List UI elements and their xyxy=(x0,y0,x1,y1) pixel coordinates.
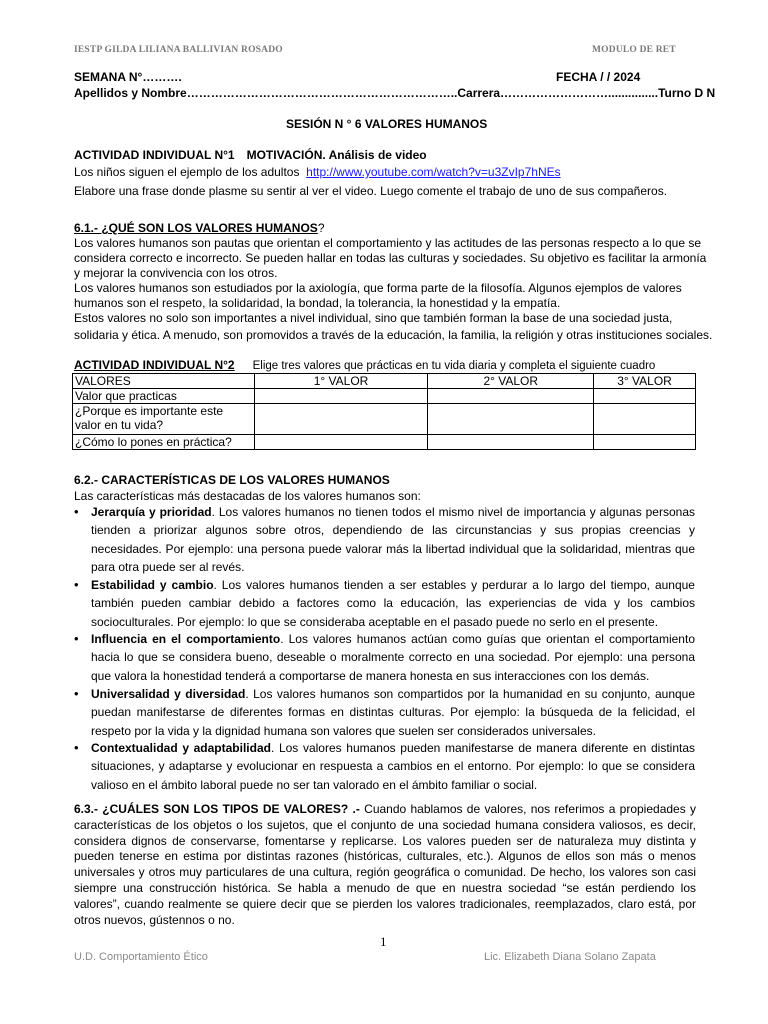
bullet-icon: • xyxy=(74,504,79,519)
table-cell[interactable] xyxy=(594,389,696,404)
table-header: VALORES xyxy=(73,374,255,389)
characteristic-text: . Los valores humanos son compartidos por la humanidad en su conjunto, aunque puedan manifestarse de diferentes formas en distintas culturas. Por ejemplo: la búsqueda de la felicidad, el respeto por la vida y la dignidad humana son valores que suelen ser considerados universales. xyxy=(91,687,696,738)
characteristic-text: . Los valores humanos actúan como guías que orientan el comportamiento hacia lo que se considera bueno, deseable o moralmente correcto en una sociedad. Por ejemplo: una persona que valora la honestidad tenderá a comportarse de manera honesta en sus interacciones con los demás. xyxy=(91,632,695,683)
table-row-label: ¿Porque es importante este valor en tu vida? xyxy=(73,404,255,435)
table-row-label: Valor que practicas xyxy=(73,389,255,404)
table-header: 1° VALOR xyxy=(254,374,428,389)
table-cell[interactable] xyxy=(594,404,696,435)
characteristic-item xyxy=(91,685,695,740)
values-table xyxy=(72,373,696,450)
characteristic-text: . Los valores humanos no tienen todos el mismo nivel de importancia y algunas personas tienden a priorizar algunos sobre otros, dependiendo de las circunstancias y sus propias creencias y necesidades. Por ejemplo: una persona puede valorar más la libertad individual que la solidaridad, mientras que para otra puede ser al revés. xyxy=(91,505,696,574)
characteristic-term: Influencia en el comportamiento xyxy=(91,632,281,646)
footer-teacher: Lic. Elizabeth Diana Solano Zapata xyxy=(484,951,656,963)
section61-line: humanos son el respeto, la solidaridad, la bondad, la tolerancia, la honestidad y la empatía. xyxy=(74,296,561,310)
characteristic-item xyxy=(91,503,695,576)
section63-title: 6.3.- ¿CUÁLES SON LOS TIPOS DE VALORES? .- xyxy=(74,802,360,816)
activity2-heading xyxy=(74,358,655,374)
characteristic-term: Jerarquía y prioridad xyxy=(91,505,212,519)
page-number: 1 xyxy=(380,934,387,949)
date-field: FECHA / / 2024 xyxy=(556,70,641,84)
session-title: SESIÓN N ° 6 VALORES HUMANOS xyxy=(286,117,488,131)
school-name: IESTP GILDA LILIANA BALLIVIAN ROSADO xyxy=(74,45,283,55)
activity1-line2: Elabore una frase donde plasme su sentir al ver el video. Luego comente el trabajo de uno de sus compañeros. xyxy=(74,184,668,198)
table-row xyxy=(73,404,696,435)
characteristic-item xyxy=(91,630,695,685)
table-cell[interactable] xyxy=(428,435,594,450)
table-row-label: ¿Cómo lo pones en práctica? xyxy=(73,435,255,450)
footer-unit: U.D. Comportamiento Ético xyxy=(74,951,208,963)
section61-line: solidaria y ética. A menudo, son promovidos a través de la educación, la familia, la religión y otras instituciones sociales. xyxy=(74,328,713,342)
activity1-text: Los niños siguen el ejemplo de los adultos xyxy=(74,165,300,179)
characteristic-term: Contextualidad y adaptabilidad xyxy=(91,741,271,755)
names-field: Apellidos y Nombre………………………………………………………….. xyxy=(74,86,458,100)
section61-title xyxy=(74,221,325,236)
section61-line: y mejorar la convivencia con los otros. xyxy=(74,266,278,280)
activity2-instruction: Elige tres valores que prácticas en tu vida diaria y completa el siguiente cuadro xyxy=(252,360,656,372)
table-cell[interactable] xyxy=(428,404,594,435)
characteristic-text: . Los valores humanos tienden a ser estables y perdurar a lo largo del tiempo, aunque también pueden cambiar debido a factores como la educación, las experiencias de vida y los cambios socioculturales. Por ejemplo: lo que se consideraba aceptable en el pasado puede no serlo en el presente. xyxy=(91,578,695,629)
table-header-row xyxy=(73,374,696,389)
characteristic-item xyxy=(91,576,695,631)
bullet-icon: • xyxy=(74,631,79,646)
table-row xyxy=(73,435,696,450)
table-cell[interactable] xyxy=(254,389,428,404)
activity2-title: ACTIVIDAD INDIVIDUAL N°2 xyxy=(74,358,235,372)
characteristic-item xyxy=(91,739,695,794)
career-field: Carrera………………………............... xyxy=(457,86,659,100)
table-header: 3° VALOR xyxy=(594,374,696,389)
section63-paragraph xyxy=(74,802,696,928)
student-info-line xyxy=(74,86,715,101)
module-name: MODULO DE RET xyxy=(592,45,676,55)
characteristic-term: Universalidad y diversidad xyxy=(91,687,246,701)
bullet-icon: • xyxy=(74,740,79,755)
bullet-icon: • xyxy=(74,577,79,592)
section61-line: Los valores humanos son estudiados por la axiología, que forma parte de la filosofía. Algunos ejemplos de valores xyxy=(74,281,682,295)
week-field: SEMANA N°………. xyxy=(74,70,182,84)
activity1-subtitle: MOTIVACIÓN. Análisis de video xyxy=(246,148,427,162)
table-row xyxy=(73,389,696,404)
table-cell[interactable] xyxy=(254,404,428,435)
characteristic-term: Estabilidad y cambio xyxy=(91,578,214,592)
section62-title: 6.2.- CARACTERÍSTICAS DE LOS VALORES HUMANOS xyxy=(74,473,390,487)
section62-intro: Las características más destacadas de los valores humanos son: xyxy=(74,489,421,503)
video-link[interactable]: http://www.youtube.com/watch?v=u3ZvIp7hNEs xyxy=(306,165,561,179)
table-cell[interactable] xyxy=(594,435,696,450)
activity1-heading xyxy=(74,148,427,163)
section61-title-q: ? xyxy=(317,221,325,235)
table-cell[interactable] xyxy=(254,435,428,450)
characteristic-text: . Los valores humanos pueden manifestarse de manera diferente en distintas situaciones, y adaptarse y evolucionar en respuesta a cambios en el entorno. Por ejemplo: lo que se considera valioso en el ámbito laboral puede no ser tan valorado en el ámbito familiar o social. xyxy=(91,741,695,792)
activity1-line1 xyxy=(74,165,561,180)
bullet-icon: • xyxy=(74,686,79,701)
section61-line: considera correcto e incorrecto. Se pueden hallar en todas las culturas y sociedades. Su objetivo es facilitar la armonía xyxy=(74,251,707,265)
section61-line: Los valores humanos son pautas que orientan el comportamiento y las actitudes de las personas respecto a lo que se xyxy=(74,236,702,250)
table-cell[interactable] xyxy=(428,389,594,404)
activity1-title: ACTIVIDAD INDIVIDUAL N°1 xyxy=(74,148,235,162)
section63-text: Cuando hablamos de valores, nos referimos a propiedades y características de los objetos o los sujetos, que el conjunto de una sociedad humana considera valiosos, es decir, considera dignos de conservarse, fomentarse y replicarse. Los valores pueden ser de naturaleza muy distinta y pueden tenerse en estima por distintas razones (históricas, culturales, etc.). Algunos de ellos son más o menos universales y otros muy particulares de una cultura, región geográfica o comunidad. De hecho, los valores son casi siempre una construcción histórica. Se habla a menudo de que en nuestra sociedad “se están perdiendo los valores”, cuando realmente se quiere decir que se pierden los valores tradicionales, reemplazados, claro está, por otros nuevos, gústennos o no. xyxy=(74,802,697,927)
section61-line: Estos valores no solo son importantes a nivel individual, sino que también forman la base de una sociedad justa, xyxy=(74,311,673,325)
table-header: 2° VALOR xyxy=(428,374,594,389)
shift-field: Turno D N xyxy=(658,86,716,100)
section61-title-text: 6.1.- ¿QUÉ SON LOS VALORES HUMANOS xyxy=(74,221,318,235)
